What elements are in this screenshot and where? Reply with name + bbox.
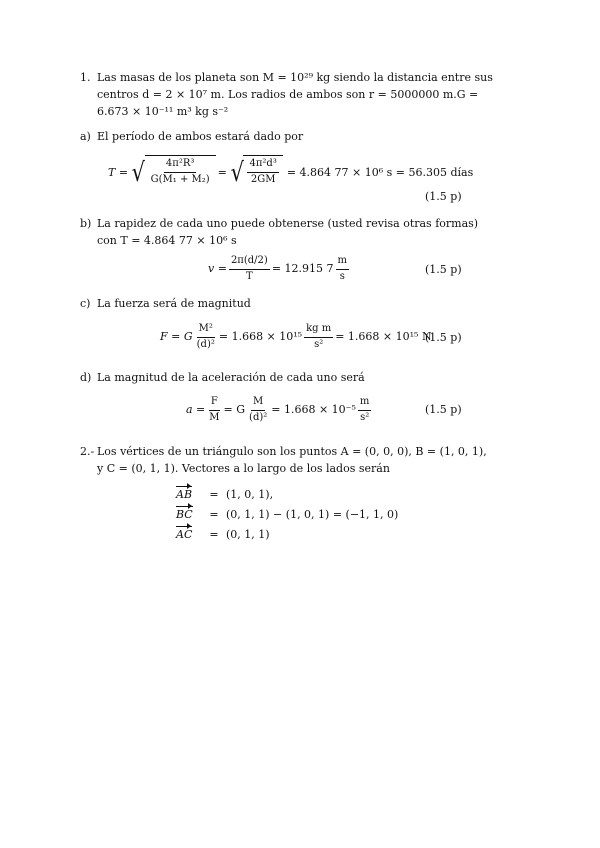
part-c-points: (1.5 p): [425, 331, 462, 344]
vector-row: [176, 488, 273, 502]
force-frac-den: (d)²: [196, 338, 215, 350]
eq-v-result: = 12.915 7: [271, 262, 334, 276]
vector-row: [176, 528, 270, 542]
vector-bc-label: BC: [176, 508, 193, 521]
part-b-line-1: La rapidez de cada uno puede obtenerse (usted revisa otras formas): [97, 217, 479, 230]
vector-ac-op: =: [209, 528, 219, 541]
eq-F-mid: = 1.668 × 10¹⁵: [218, 330, 303, 344]
force-equation: [160, 321, 432, 353]
vector-bc-value: (0, 1, 1) − (1, 0, 1) = (−1, 1, 0): [226, 508, 399, 521]
accel-unit-num: m: [358, 396, 371, 411]
force-unit-num: kg m: [304, 323, 333, 338]
eq-F-result: = 1.668 × 10¹⁵ N: [335, 330, 432, 344]
sqrt-2-den: 2GM: [250, 173, 276, 185]
part-a-points: (1.5 p): [425, 190, 462, 203]
accel-unit-den: s²: [360, 411, 370, 423]
sqrt-1-den: G(M₁ + M₂): [150, 173, 210, 185]
part-d-label: d): [80, 371, 92, 384]
problem-2-number: 2.-: [80, 445, 95, 458]
vector-row: [176, 508, 398, 522]
eq-T-result: = 4.864 77 × 10⁶ s = 56.305 días: [286, 166, 474, 180]
part-a-label: a): [80, 130, 91, 143]
speed-equation: [208, 254, 351, 284]
part-b-line-2: con T = 4.864 77 × 10⁶ s: [97, 234, 237, 247]
eq-T-mid: =: [217, 166, 227, 180]
accel-frac-2-den: (d)²: [249, 411, 268, 423]
speed-frac-num: 2π(d/2): [229, 255, 270, 270]
eq-v-lhs: v =: [208, 262, 227, 276]
part-a-text: El período de ambos estará dado por: [97, 130, 304, 143]
speed-unit-num: m: [336, 255, 349, 270]
part-d-points: (1.5 p): [425, 403, 462, 416]
eq-T-lhs: T =: [108, 166, 129, 180]
part-b-points: (1.5 p): [425, 263, 462, 276]
speed-unit-den: s: [339, 270, 345, 282]
period-equation: [108, 152, 473, 194]
eq-a-lhs: a =: [186, 403, 206, 417]
sqrt-1: √ $\frac{\text{4π²R³}}{\text{G(M₁ + M₂)}}$: [130, 155, 216, 191]
accel-frac-1-num: F: [209, 396, 220, 411]
sqrt-2-num: 4π²d³: [247, 158, 278, 173]
problem-1-line-3: 6.673 × 10⁻¹¹ m³ kg s⁻²: [97, 105, 229, 118]
problem-1-number: 1.: [80, 71, 91, 84]
vector-ab-label: AB: [176, 488, 193, 501]
vector-bc-op: =: [209, 508, 219, 521]
sqrt-2: √ $\frac{\text{4π²d³}}{2GM}$: [229, 155, 283, 191]
eq-a-mid: = G: [223, 403, 246, 417]
problem-1-line-1: Las masas de los planeta son M = 10²⁹ kg siendo la distancia entre sus: [97, 71, 493, 84]
eq-F-lhs: F = G: [160, 330, 193, 344]
vector-ac-value: (0, 1, 1): [226, 528, 270, 541]
force-unit-den: s²: [314, 338, 324, 350]
part-c-label: c): [80, 297, 91, 310]
problem-1-line-2: centros d = 2 × 10⁷ m. Los radios de ambos son r = 5000000 m.G =: [97, 88, 479, 101]
acceleration-equation: [186, 394, 373, 426]
problem-2-line-1: Los vértices de un triángulo son los puntos A = (0, 0, 0), B = (1, 0, 1),: [97, 445, 487, 458]
accel-frac-1-den: M: [209, 411, 220, 423]
speed-frac-den: T: [246, 270, 253, 282]
problem-2-line-2: y C = (0, 1, 1). Vectores a lo largo de los lados serán: [97, 462, 390, 475]
accel-frac-2-num: M: [251, 396, 265, 411]
force-frac-num: M²: [197, 323, 215, 338]
sqrt-1-num: 4π²R³: [164, 158, 196, 173]
vector-ac-label: AC: [176, 528, 193, 541]
part-c-text: La fuerza será de magnitud: [97, 297, 251, 310]
vector-ab-value: (1, 0, 1),: [226, 488, 274, 501]
part-b-label: b): [80, 217, 92, 230]
eq-a-result: = 1.668 × 10⁻⁵: [271, 403, 356, 417]
part-d-text: La magnitud de la aceleración de cada uno será: [97, 371, 365, 384]
vector-ab-op: =: [209, 488, 219, 501]
